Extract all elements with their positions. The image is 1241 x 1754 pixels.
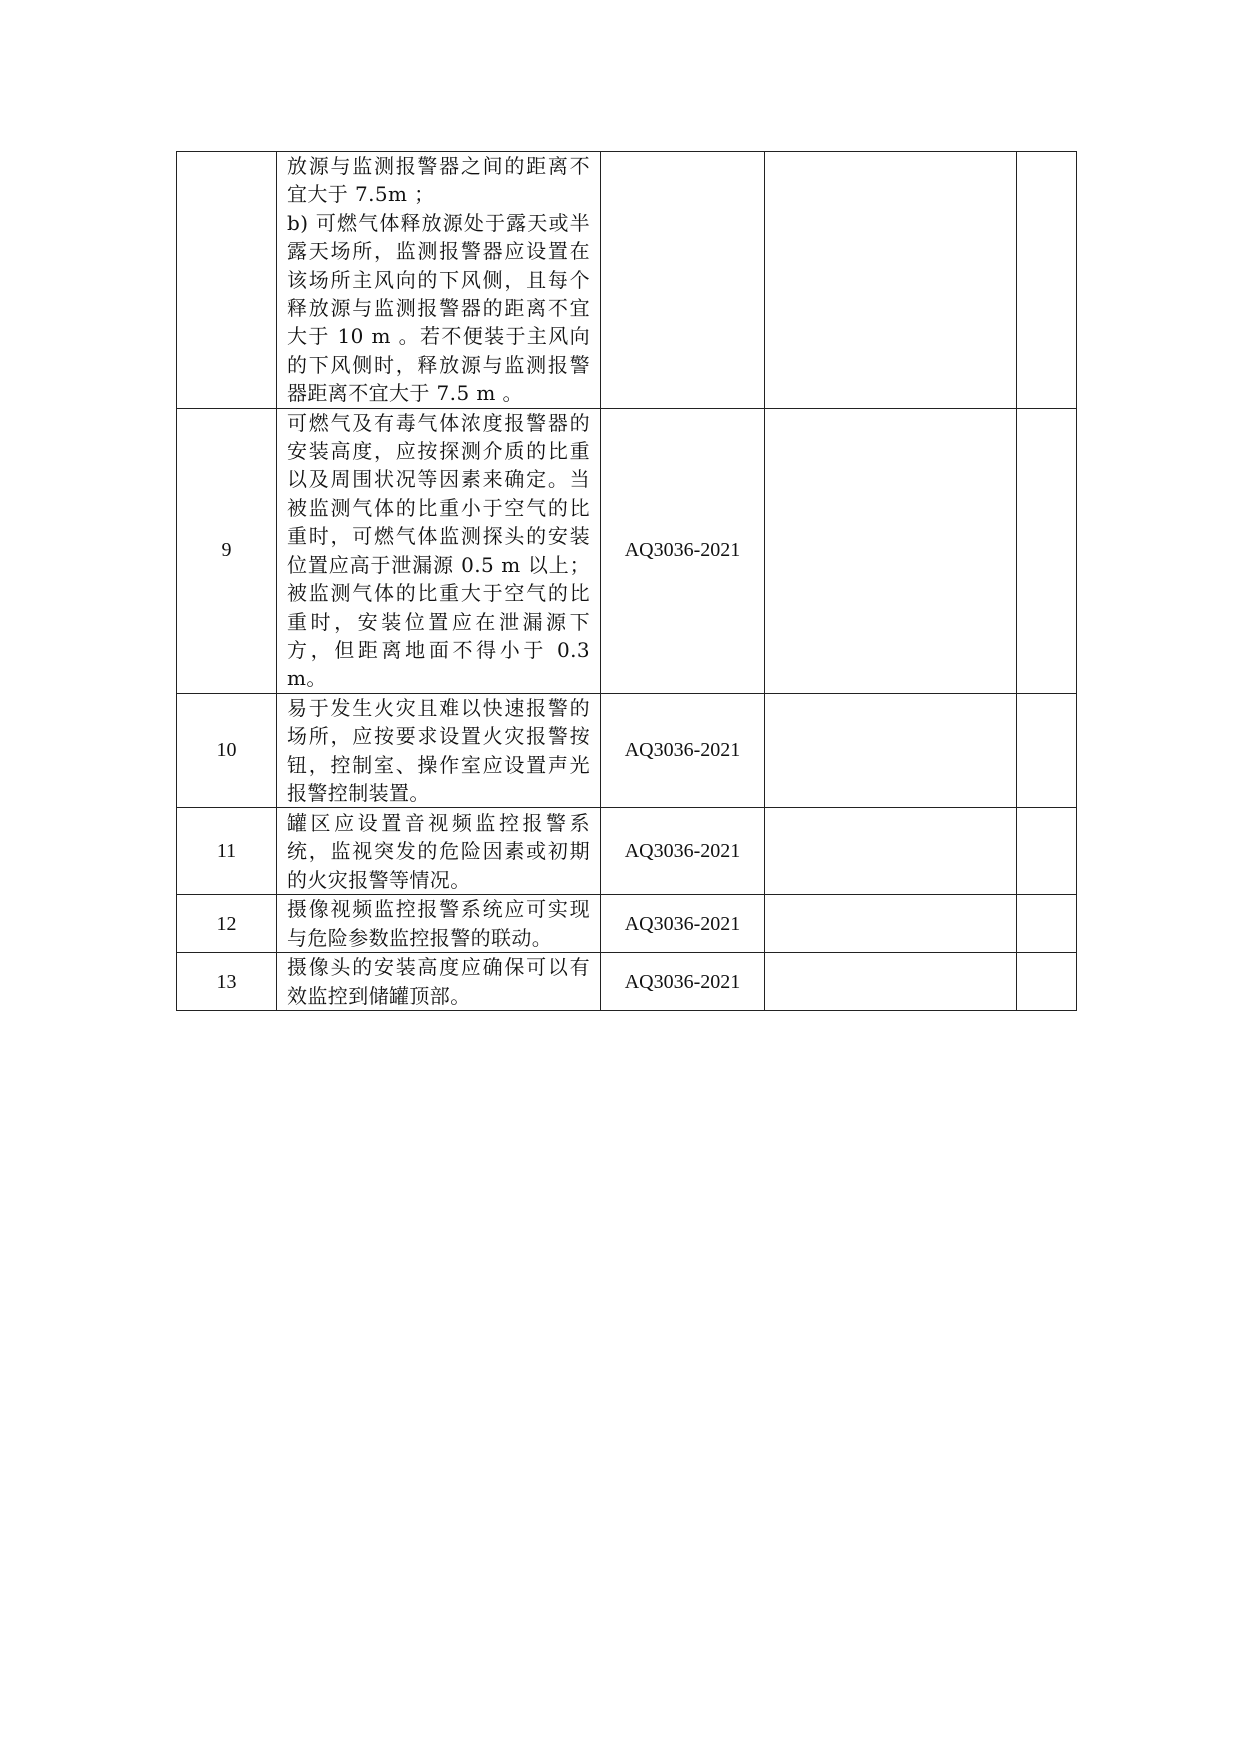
table-row — [177, 808, 1077, 895]
requirement-content-cell — [277, 693, 601, 808]
requirement-content-cell — [277, 408, 601, 693]
table-row — [177, 408, 1077, 693]
requirement-text: 易于发生火灾且难以快速报警的场所，应按要求设置火灾报警按钮，控制室、操作室应设置声光报警控制装置。 — [287, 695, 590, 805]
remark-cell — [1017, 953, 1077, 1011]
item-number-cell: 11 — [177, 808, 277, 895]
standard-basis-cell — [601, 152, 765, 409]
standard-basis-cell: AQ3036-2021 — [601, 808, 765, 895]
standard-basis-cell: AQ3036-2021 — [601, 408, 765, 693]
standard-basis-cell: AQ3036-2021 — [601, 693, 765, 808]
item-number-cell: 9 — [177, 408, 277, 693]
requirement-text: 罐区应设置音视频监控报警系统，监视突发的危险因素或初期的火灾报警等情况。 — [287, 810, 590, 892]
standard-basis-cell: AQ3036-2021 — [601, 953, 765, 1011]
inspection-checklist-table — [176, 151, 1077, 1011]
item-number-cell: 13 — [177, 953, 277, 1011]
requirement-content-cell — [277, 808, 601, 895]
requirement-text: 摄像视频监控报警系统应可实现与危险参数监控报警的联动。 — [287, 897, 590, 950]
remark-cell — [1017, 408, 1077, 693]
table-row — [177, 693, 1077, 808]
item-number-cell: 10 — [177, 693, 277, 808]
check-result-cell — [765, 693, 1017, 808]
check-result-cell — [765, 152, 1017, 409]
requirement-text: 摄像头的安装高度应确保可以有效监控到储罐顶部。 — [287, 955, 590, 1008]
requirement-text: 可燃气及有毒气体浓度报警器的安装高度，应按探测介质的比重以及周围状况等因素来确定。当被监测气体的比重小于空气的比重时，可燃气体监测探头的安装位置应高于泄漏源 0.5 m 以上；被监测气体的比重大于空气的比重时，安装位置应在泄漏源下方，但距离地面不得小于 0.3 m。 — [287, 410, 590, 691]
remark-cell — [1017, 152, 1077, 409]
requirement-content-cell — [277, 953, 601, 1011]
check-result-cell — [765, 808, 1017, 895]
requirement-content-cell — [277, 895, 601, 953]
remark-cell — [1017, 808, 1077, 895]
check-result-cell — [765, 408, 1017, 693]
item-number-cell: 12 — [177, 895, 277, 953]
check-result-cell — [765, 953, 1017, 1011]
requirement-text: b) 可燃气体释放源处于露天或半露天场所，监测报警器应设置在该场所主风向的下风侧，且每个释放源与监测报警器的距离不宜大于 10 m 。若不便装于主风向的下风侧时，释放源与监测报警器距离不宜大于 7.5 m 。 — [287, 210, 590, 406]
table-row — [177, 953, 1077, 1011]
table-row — [177, 895, 1077, 953]
requirement-text: 放源与监测报警器之间的距离不宜大于 7.5m ； — [287, 154, 590, 207]
remark-cell — [1017, 693, 1077, 808]
standard-basis-cell: AQ3036-2021 — [601, 895, 765, 953]
item-number-cell — [177, 152, 277, 409]
table-row — [177, 152, 1077, 409]
remark-cell — [1017, 895, 1077, 953]
check-result-cell — [765, 895, 1017, 953]
requirement-content-cell — [277, 152, 601, 409]
